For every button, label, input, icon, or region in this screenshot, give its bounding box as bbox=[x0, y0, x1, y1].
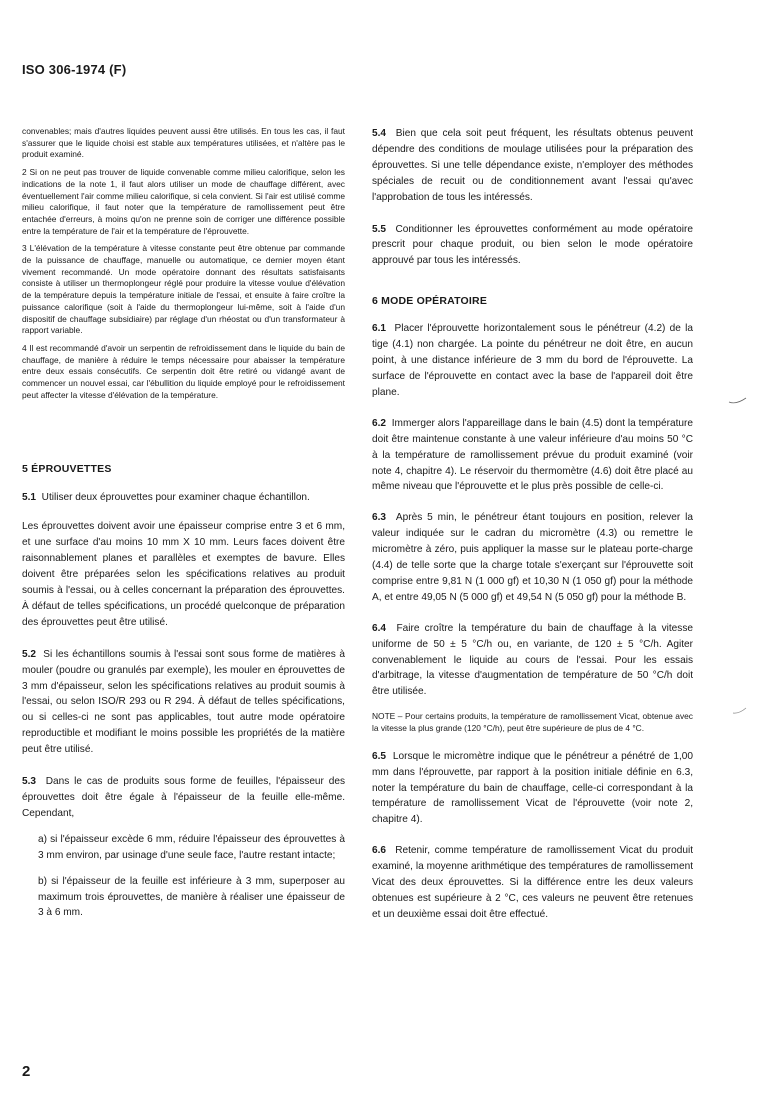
section-5-heading: 5 ÉPROUVETTES bbox=[22, 463, 112, 476]
paragraph-number: 6.5 bbox=[372, 750, 387, 762]
page-number: 2 bbox=[22, 1063, 31, 1080]
note-1-continuation: convenables; mais d'autres liquides peuvent aussi être utilisés. En tous les cas, il faut s'assurer que le liquide choisi est stable aux températures utilisées, et n'altère pas le produit examiné. bbox=[22, 126, 345, 160]
paragraph-5-2 bbox=[22, 647, 345, 758]
right-column bbox=[372, 126, 693, 923]
paragraph-number: 6.2 bbox=[372, 417, 387, 429]
paragraph-number: 6.1 bbox=[372, 323, 387, 335]
scan-mark bbox=[732, 706, 748, 716]
note-3: 3 L'élévation de la température à vitesse constante peut être obtenue par commande de la puissance de chauffage, manuelle ou automatique, ce dernier moyen étant vivement recommandé. Un mode opératoire donnant des résultats satisfaisants consiste à utiliser un thermoplongeur réglé pour produire la vitesse voulue d'élévation de la température depuis la température initiale de l'essai, et ensuite à faire croître la puissance calorifique (soit à l'aide du thermoplongeur lui-même, soit à l'aide d'un dispositif de chauffage subsidiaire) par réglage d'un rhéostat ou d'un transformateur à rapport variable. bbox=[22, 243, 345, 336]
paragraph-text: Retenir, comme température de ramollissement Vicat du produit examiné, la moyenne arithmétique des températures de ramollissement Vicat des deux éprouvettes. Si la différence entre les deux valeurs obtenues est supérieure à 2 °C, ces valeurs ne peuvent être retenues et un deuxième essai doit être effectué. bbox=[372, 845, 694, 920]
note-2: 2 Si on ne peut pas trouver de liquide convenable comme milieu calorifique, selon les indications de la note 1, il faut alors utiliser un mode de chauffage différent, avec éventuellement l'air comme milieu calorifique, si cela convient. Si l'air est utilisé comme milieu calorifique, il faut noter que la température de ramollissement peut être entachée d'erreurs, à moins qu'on ne prenne soin de corriger une différence possible entre la température de l'air et la température de l'éprouvette. bbox=[22, 167, 345, 236]
paragraph-6-6 bbox=[372, 843, 693, 923]
paragraph-6-5 bbox=[372, 749, 693, 829]
scan-mark bbox=[728, 396, 748, 406]
paragraph-number: 5.2 bbox=[22, 648, 37, 660]
list-item-b: b) si l'épaisseur de la feuille est inférieure à 3 mm, superposer au maximum trois éprouvettes, de manière à réaliser une épaisseur de 3 à 6 mm. bbox=[38, 875, 345, 919]
paragraph-6-3 bbox=[372, 510, 693, 605]
paragraph-5-1-b: Les éprouvettes doivent avoir une épaisseur comprise entre 3 et 6 mm, et une surface d'au moins 10 mm X 10 mm. Leurs faces doivent être raisonnablement planes et parallèles et exemptes de bavure. Elles doivent être préparées selon les spécifications relatives au produit soumis à l'essai, ou à celles concernant la préparation des éprouvettes. À défaut de telles spécifications, un procédé quelconque de préparation des éprouvettes peut être utilisé. bbox=[22, 521, 345, 628]
paragraph-number: 6.4 bbox=[372, 622, 387, 634]
paragraph-6-1 bbox=[372, 321, 693, 401]
paragraph-number: 6.3 bbox=[372, 512, 387, 524]
paragraph-text: Si les échantillons soumis à l'essai sont sous forme de matières à mouler (poudre ou granulés par exemple), les mouler en éprouvettes de 3 mm d'épaisseur, selon les spécifications relatives au produit soumis à l'essai, ou selon ISO/R 293 ou R 294. À défaut de telles spécifications, ou si celles-ci ne sont pas applicables, tout autre mode opératoire reproductible et modifiant le moins possible les propriétés de la matière peut être utilisé. bbox=[22, 648, 345, 756]
paragraph-number: 5.4 bbox=[372, 128, 387, 139]
paragraph-6-4 bbox=[372, 621, 693, 701]
paragraph-5-5 bbox=[372, 222, 693, 270]
document-header: ISO 306-1974 (F) bbox=[22, 62, 127, 77]
paragraph-text: Bien que cela soit peut fréquent, les résultats obtenus peuvent dépendre des conditions de moulage utilisées pour la préparation des éprouvettes. Si une telle dépendance existe, n'employer des méthodes spéciales de recuit ou de conditionnement avant l'essai qu'avec l'approbation de tous les intéressés. bbox=[372, 128, 694, 203]
paragraph-number: 6.6 bbox=[372, 845, 387, 857]
scan-mark-stroke bbox=[733, 708, 746, 713]
section-6-heading: 6 MODE OPÉRATOIRE bbox=[372, 295, 488, 308]
paragraph-text: Faire croître la température du bain de chauffage à la vitesse uniforme de 50 ± 5 °C/h ou, en variante, de 120 ± 5 °C/h. Agiter convenablement le liquide au cours de l'essai. Pour les essais d'arbitrage, la vitesse d'augmentation de température de 50 °C/h doit être utilisée. bbox=[372, 622, 693, 698]
paragraph-number: 5.5 bbox=[372, 223, 387, 235]
paragraph-text: Placer l'éprouvette horizontalement sous le pénétreur (4.2) de la tige (4.1) non chargée. La pointe du pénétreur ne doit être, en aucun point, à une distance inférieure de 3 mm du bord de l'éprouvette. La surface de l'éprouvette en contact avec la base de l'appareil doit être plane. bbox=[372, 323, 693, 398]
paragraph-5-1 bbox=[22, 490, 345, 506]
paragraph-text: Lorsque le micromètre indique que le pénétreur a pénétré de 1,00 mm dans l'éprouvette, par rapport à la position initiale définie en 6.3, noter la température du bain de chauffage, celle-ci correspondant à la température de ramollissement Vicat de l'éprouvette (voir note 2, chapitre 4). bbox=[372, 750, 693, 826]
list-item-a: a) si l'épaisseur excède 6 mm, réduire l'épaisseur des éprouvettes à 3 mm environ, par usinage d'une seule face, l'autre restant intacte; bbox=[38, 833, 345, 861]
paragraph-5-3 bbox=[22, 774, 345, 822]
paragraph-number: 5.1 bbox=[22, 492, 37, 504]
paragraph-text: Après 5 min, le pénétreur étant toujours en position, relever la valeur indiquée sur le cadran du micromètre (4.3) ou remettre le micromètre à zéro, puis appliquer la masse sur le plateau porte-charge (4.4) de telle sorte que la charge totale s'exerçant sur l'éprouvette soit comprise entre 9,81 N (1 000 gf) et 10,30 N (1 050 gf) pour la méthode A, et entre 49,05 N (5 000 gf) et 49,54 N (5 050 gf) pour la méthode B. bbox=[372, 512, 693, 603]
paragraph-text: Immerger alors l'appareillage dans le bain (4.5) dont la température doit être maintenue constante à une valeur inférieure d'au moins 50 °C à la température de ramollissement prévue du produit examiné (voir note 4, chapitre 4). Le réservoir du thermomètre (4.6) doit être placé au même niveau que l'éprouvette et le plus près possible de celle-ci. bbox=[372, 417, 694, 493]
note-4: 4 Il est recommandé d'avoir un serpentin de refroidissement dans le liquide du bain de chauffage, de manière à réduire le temps nécessaire pour abaisser la température entre deux essais consécutifs. Ce serpentin doit être retiré ou vidangé avant de commencer un nouvel essai, car l'ébullition du liquide employé pour le refroidissement peut affecter la vitesse d'élévation de la température. bbox=[22, 342, 345, 400]
paragraph-number: 5.3 bbox=[22, 776, 37, 788]
paragraph-5-4 bbox=[372, 126, 693, 206]
paragraph-text: Utiliser deux éprouvettes pour examiner chaque échantillon. bbox=[41, 492, 310, 504]
note-6-4: NOTE – Pour certains produits, la température de ramollissement Vicat, obtenue avec la vitesse la plus grande (120 °C/h), peut être supérieure de plus de 4 °C. bbox=[372, 711, 693, 733]
paragraph-text: Conditionner les éprouvettes conformément au mode opératoire prescrit pour chaque produit, ou bien selon le mode opératoire approuvé par tous les intéressés. bbox=[372, 223, 693, 267]
left-column bbox=[22, 126, 345, 921]
paragraph-text: Dans le cas de produits sous forme de feuilles, l'épaisseur des éprouvettes doit être égale à l'épaisseur de la feuille elle-même. Cependant, bbox=[22, 776, 346, 819]
paragraph-6-2 bbox=[372, 416, 693, 496]
scan-mark-stroke bbox=[729, 398, 746, 403]
